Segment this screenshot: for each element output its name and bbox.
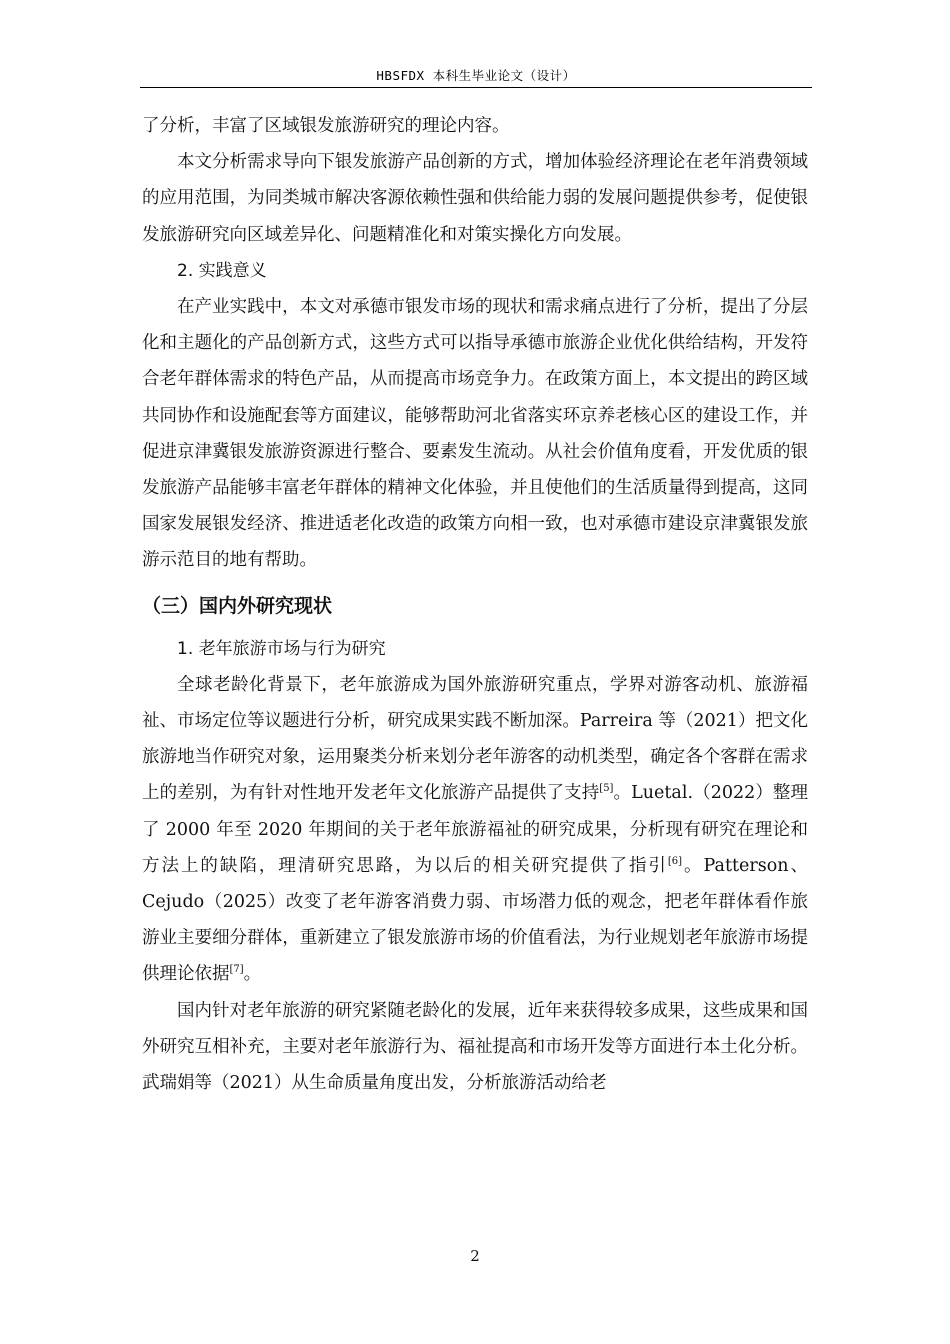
citation-ref: [5] — [599, 783, 614, 795]
subheading-market-behavior: 1. 老年旅游市场与行为研究 — [177, 638, 386, 659]
section-heading: （三）国内外研究现状 — [142, 594, 333, 617]
citation-ref: [7] — [229, 964, 244, 976]
running-header: HBSFDX 本科生毕业论文（设计） — [376, 68, 576, 83]
text-segment: 。 — [243, 964, 262, 985]
paragraph-foreign-research — [142, 667, 808, 993]
page-number: 2 — [470, 1247, 480, 1265]
paragraph-practical-significance: 在产业实践中，本文对承德市银发市场的现状和需求痛点进行了分析，提出了分层化和主题化的产品创新方式，这些方式可以指导承德市旅游企业优化供给结构，开发符合老年群体需求的特色产品，从而提高市场竞争力。在政策方面上，本文提出的跨区域共同协作和设施配套等方面建议，能够帮助河北省落实环京养老核心区的建设工作，并促进京津冀银发旅游资源进行整合、要素发生流动。从社会价值角度看，开发优质的银发旅游产品能够丰富老年群体的精神文化体验，并且使他们的生活质量得到提高，这同国家发展银发经济、推进适老化改造的政策方向相一致，也对承德市建设京津冀银发旅游示范目的地有帮助。 — [142, 297, 808, 571]
body-text — [142, 108, 808, 1101]
header-rule — [140, 87, 812, 88]
paragraph-theory-significance: 本文分析需求导向下银发旅游产品创新的方式，增加体验经济理论在老年消费领域的应用范围，为同类城市解决客源依赖性强和供给能力弱的发展问题提供参考，促使银发旅游研究向区域差异化、问题精准化和对策实操化方向发展。 — [142, 152, 808, 245]
text-segment: 。Luetal.（2022）整理了 2000 年至 2020 年期间的关于老年旅游福祉的研究成果，分析现有研究在理论和方法上的缺陷，理清研究思路，为以后的相关研究提供了指引 — [142, 783, 808, 876]
text-segment: 。Patterson、Cejudo（2025）改变了老年游客消费力弱、市场潜力低的观念，把老年群体看作旅游业主要细分群体，重新建立了银发旅游市场的价值看法，为行业规划老年旅游市场提供理论依据 — [142, 855, 809, 985]
text-segment: 全球老龄化背景下，老年旅游成为国外旅游研究重点，学界对游客动机、旅游福祉、市场定位等议题进行分析，研究成果实践不断加深。Parreira 等（2021）把文化旅游地当作研究对象，运用聚类分析来划分老年游客的动机类型，确定各个客群在需求上的差别，为有针对性地开发老年文化旅游产品提供了支持 — [142, 674, 808, 804]
citation-ref: [6] — [667, 855, 683, 867]
subheading-practical-significance: 2. 实践意义 — [177, 260, 267, 281]
paragraph-continuation: 了分析，丰富了区域银发旅游研究的理论内容。 — [142, 116, 510, 136]
paragraph-domestic-research: 国内针对老年旅游的研究紧随老龄化的发展，近年来获得较多成果，这些成果和国外研究互相补充，主要对老年旅游行为、福祉提高和市场开发等方面进行本土化分析。武瑞娟等（2021）从生命质量角度出发，分析旅游活动给老 — [142, 1000, 808, 1094]
